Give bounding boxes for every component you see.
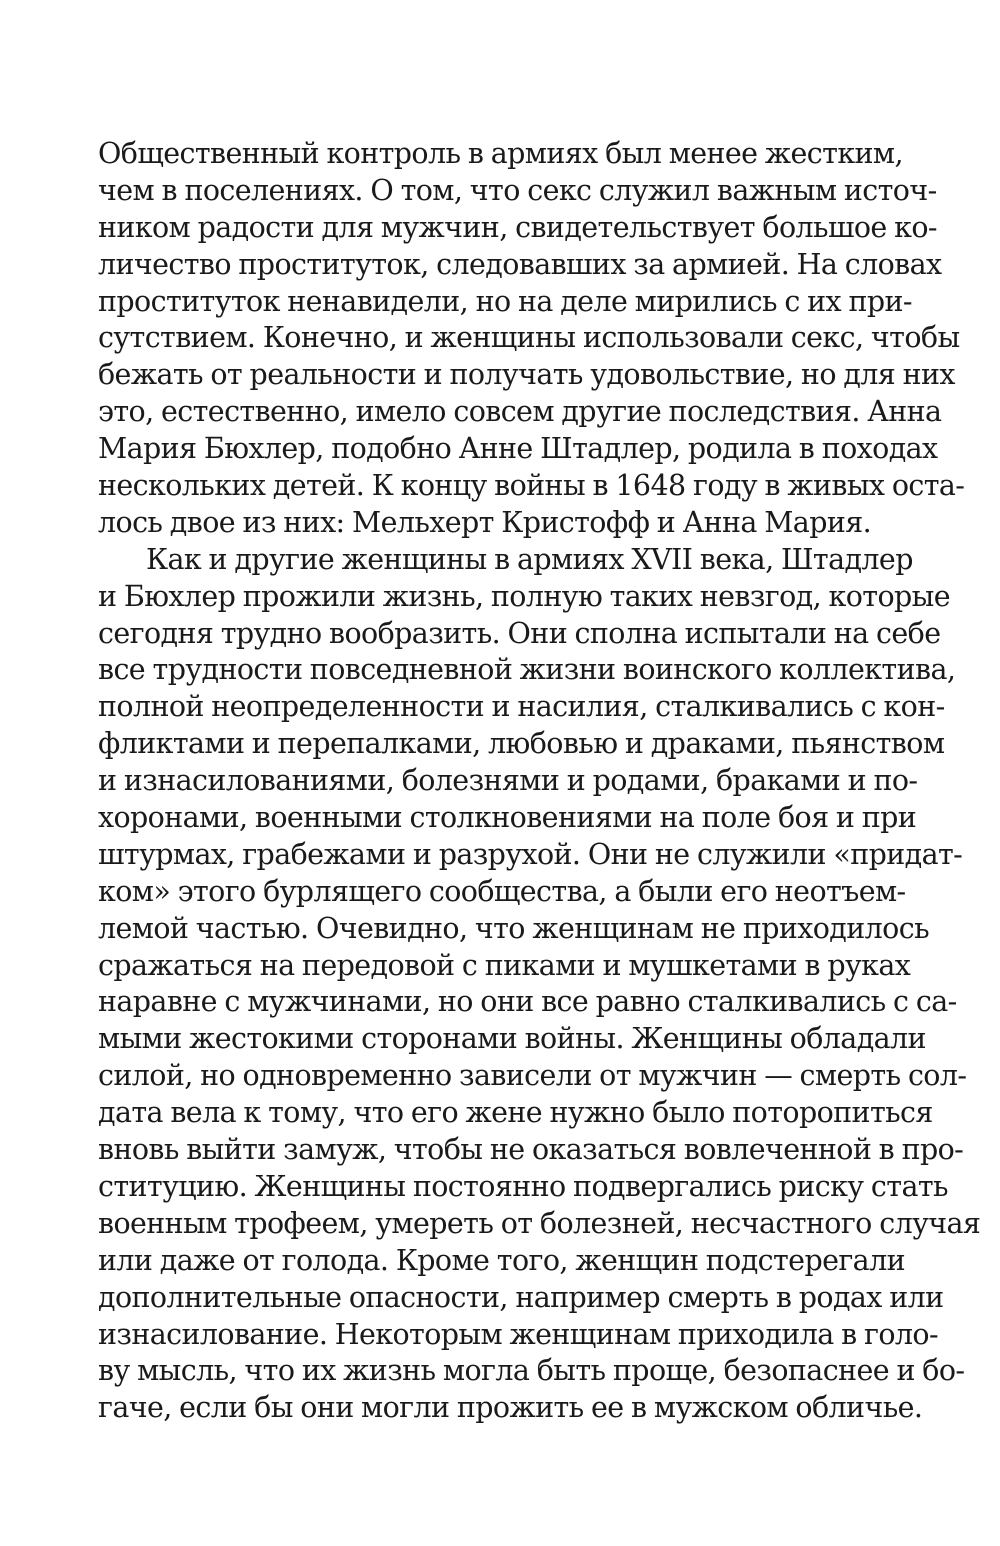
- text-line: наравне с мужчинами, но они все равно сталкивались с са-: [98, 985, 957, 1019]
- text-line: лось двое из них: Мельхерт Кристофф и Анна Мария.: [98, 505, 872, 539]
- text-line: бежать от реальности и получать удовольствие, но для них: [98, 358, 955, 392]
- text-line: Как и другие женщины в армиях XVII века, Штадлер: [146, 542, 913, 576]
- text-line: это, естественно, имело совсем другие последствия. Анна: [98, 395, 942, 429]
- text-line: сегодня трудно вообразить. Они сполна испытали на себе: [98, 616, 941, 650]
- text-line: хоронами, военными столкновениями на поле боя и при: [98, 801, 917, 835]
- text-line: гаче, если бы они могли прожить ее в мужском обличье.: [98, 1391, 923, 1425]
- text-line: лемой частью. Очевидно, что женщинам не приходилось: [98, 911, 929, 945]
- text-line: ком» этого бурлящего сообщества, а были его неотъем-: [98, 874, 906, 908]
- text-line: и Бюхлер прожили жизнь, полную таких невзгод, которые: [98, 579, 951, 613]
- text-line: или даже от голода. Кроме того, женщин подстерегали: [98, 1243, 905, 1277]
- text-line: ником радости для мужчин, свидетельствует большое ко-: [98, 210, 937, 244]
- text-line: вновь выйти замуж, чтобы не оказаться вовлеченной в про-: [98, 1133, 964, 1167]
- text-line: проституток ненавидели, но на деле мирились с их при-: [98, 284, 912, 318]
- text-line: фликтами и перепалками, любовью и драками, пьянством: [98, 727, 945, 761]
- text-line: изнасилование. Некоторым женщинам приходила в голо-: [98, 1317, 938, 1351]
- text-line: дополнительные опасности, например смерть в родах или: [98, 1280, 944, 1314]
- text-line: чем в поселениях. О том, что секс служил важным источ-: [98, 173, 937, 207]
- text-line: дата вела к тому, что его жене нужно было поторопиться: [98, 1096, 933, 1130]
- text-line: полной неопределенности и насилия, сталкивались с кон-: [98, 690, 945, 724]
- text-line: Общественный контроль в армиях был менее жестким,: [98, 137, 903, 170]
- text-line: ву мысль, что их жизнь могла быть проще, безопаснее и бо-: [98, 1354, 965, 1388]
- text-line: Мария Бюхлер, подобно Анне Штадлер, родила в походах: [98, 432, 938, 466]
- text-line: сутствием. Конечно, и женщины использовали секс, чтобы: [98, 321, 960, 355]
- paragraph-2: [98, 542, 981, 1427]
- text-line: нескольких детей. К концу войны в 1648 году в живых оста-: [98, 469, 965, 503]
- text-line: ституцию. Женщины постоянно подвергались риску стать: [98, 1169, 948, 1203]
- text-line: силой, но одновременно зависели от мужчин — смерть сол-: [98, 1059, 967, 1093]
- text-line: личество проституток, следовавших за армией. На словах: [98, 247, 942, 281]
- text-line: штурмах, грабежами и разрухой. Они не служили «придат-: [98, 837, 963, 871]
- text-line: все трудности повседневной жизни воинского коллектива,: [98, 653, 956, 687]
- text-line: военным трофеем, умереть от болезней, несчастного случая: [98, 1206, 981, 1240]
- body-text: [98, 136, 981, 1427]
- text-line: и изнасилованиями, болезнями и родами, браками и по-: [98, 764, 918, 798]
- paragraph-1: [98, 136, 965, 542]
- text-line: сражаться на передовой с пиками и мушкетами в руках: [98, 948, 911, 982]
- text-line: мыми жестокими сторонами войны. Женщины обладали: [98, 1022, 926, 1056]
